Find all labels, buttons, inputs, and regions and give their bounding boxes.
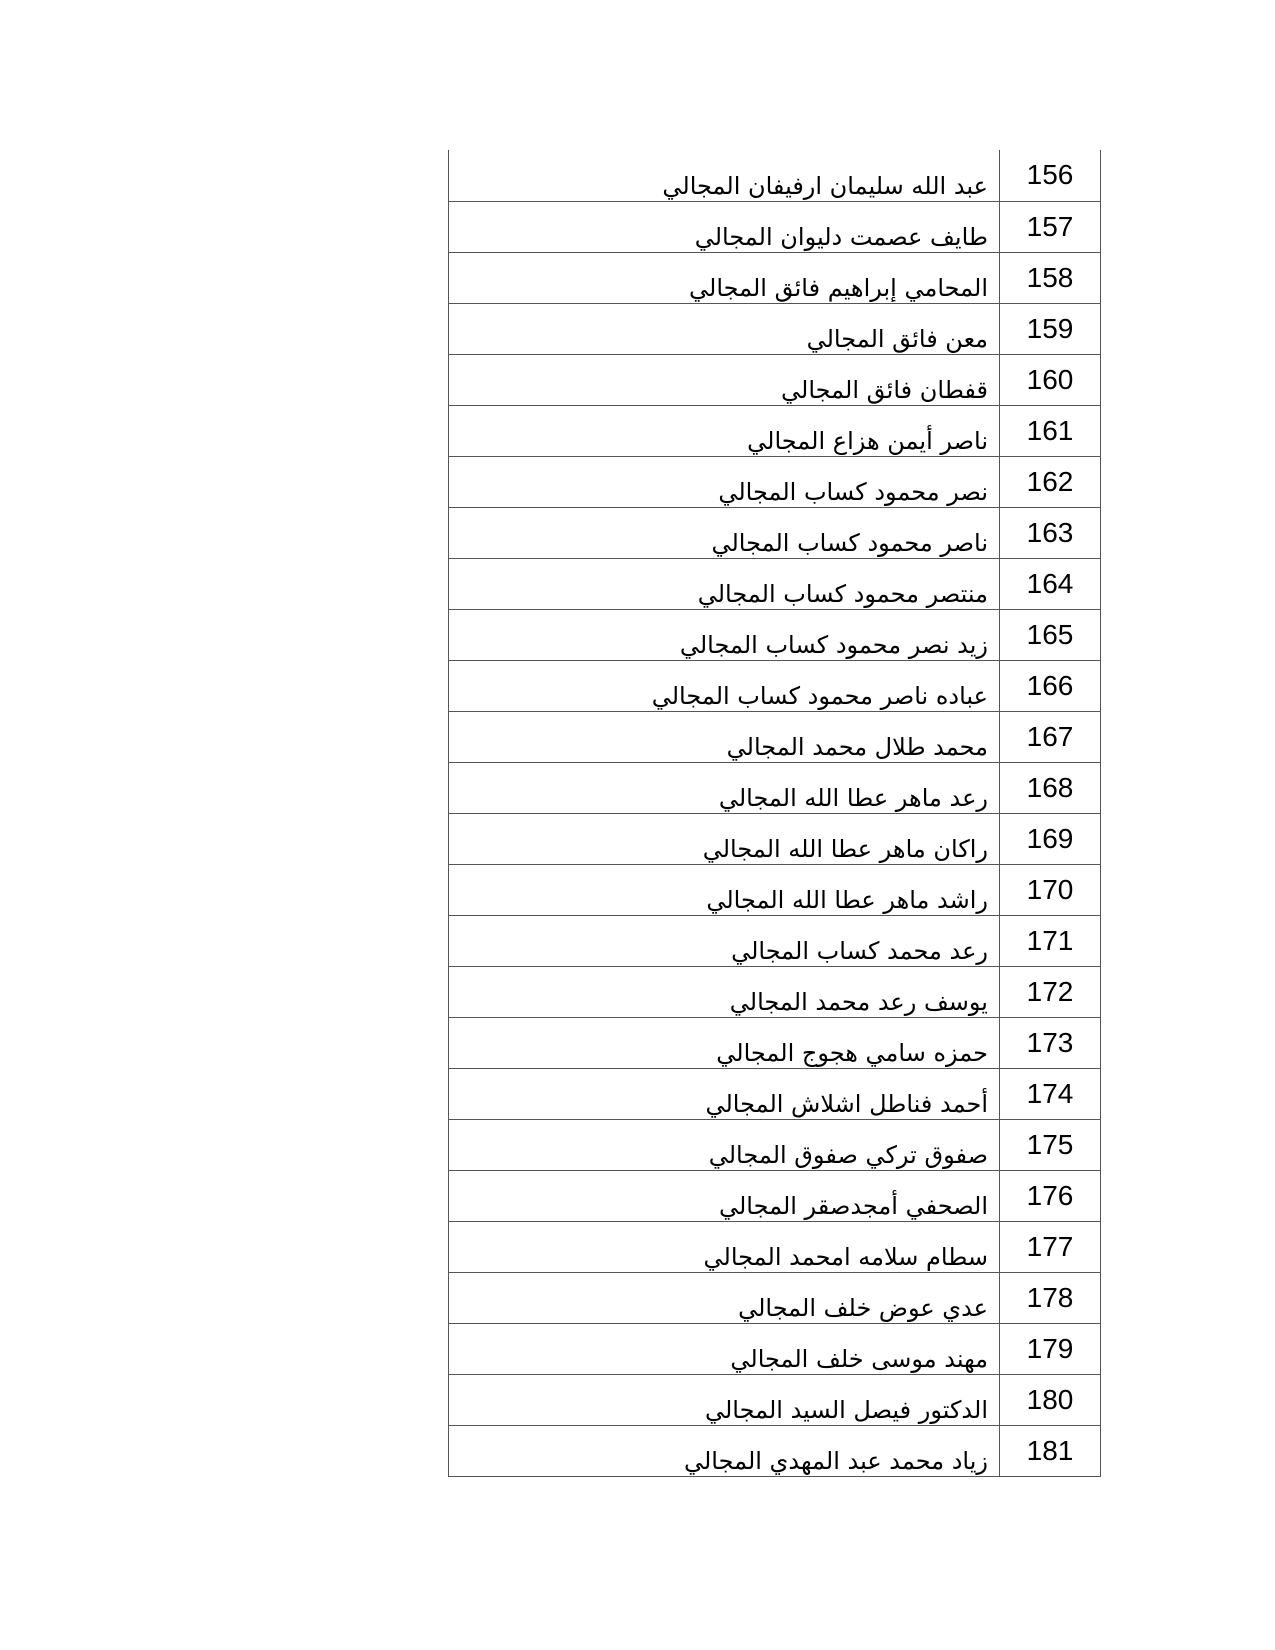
name-cell: الصحفي أمجدصقر المجالي bbox=[449, 1170, 1000, 1221]
table-row bbox=[449, 354, 1101, 405]
name-cell: زياد محمد عبد المهدي المجالي bbox=[449, 1425, 1000, 1476]
names-table bbox=[448, 150, 1101, 1477]
table-row bbox=[449, 252, 1101, 303]
row-number-cell: 181 bbox=[1000, 1425, 1101, 1476]
row-number-cell: 156 bbox=[1000, 150, 1101, 201]
name-cell: أحمد فناطل اشلاش المجالي bbox=[449, 1068, 1000, 1119]
table-row bbox=[449, 1374, 1101, 1425]
row-number-cell: 173 bbox=[1000, 1017, 1101, 1068]
table-row bbox=[449, 1323, 1101, 1374]
name-cell: عبد الله سليمان ارفيفان المجالي bbox=[449, 150, 1000, 201]
table-row bbox=[449, 1425, 1101, 1476]
name-cell: رعد محمد كساب المجالي bbox=[449, 915, 1000, 966]
name-cell: نصر محمود كساب المجالي bbox=[449, 456, 1000, 507]
table-row bbox=[449, 405, 1101, 456]
name-cell: عباده ناصر محمود كساب المجالي bbox=[449, 660, 1000, 711]
name-cell: مهند موسى خلف المجالي bbox=[449, 1323, 1000, 1374]
name-cell: صفوق تركي صفوق المجالي bbox=[449, 1119, 1000, 1170]
row-number-cell: 165 bbox=[1000, 609, 1101, 660]
table-row bbox=[449, 813, 1101, 864]
row-number-cell: 157 bbox=[1000, 201, 1101, 252]
name-cell: محمد طلال محمد المجالي bbox=[449, 711, 1000, 762]
row-number-cell: 159 bbox=[1000, 303, 1101, 354]
table-row bbox=[449, 1170, 1101, 1221]
table-row bbox=[449, 762, 1101, 813]
table-row bbox=[449, 1068, 1101, 1119]
names-table-body bbox=[449, 150, 1101, 1476]
name-cell: قفطان فائق المجالي bbox=[449, 354, 1000, 405]
table-row bbox=[449, 507, 1101, 558]
row-number-cell: 166 bbox=[1000, 660, 1101, 711]
table-row bbox=[449, 150, 1101, 201]
name-cell: طايف عصمت دليوان المجالي bbox=[449, 201, 1000, 252]
row-number-cell: 175 bbox=[1000, 1119, 1101, 1170]
name-cell: رعد ماهر عطا الله المجالي bbox=[449, 762, 1000, 813]
row-number-cell: 163 bbox=[1000, 507, 1101, 558]
name-cell: ناصر محمود كساب المجالي bbox=[449, 507, 1000, 558]
row-number-cell: 167 bbox=[1000, 711, 1101, 762]
name-cell: يوسف رعد محمد المجالي bbox=[449, 966, 1000, 1017]
row-number-cell: 179 bbox=[1000, 1323, 1101, 1374]
row-number-cell: 169 bbox=[1000, 813, 1101, 864]
table-row bbox=[449, 609, 1101, 660]
row-number-cell: 161 bbox=[1000, 405, 1101, 456]
name-cell: عدي عوض خلف المجالي bbox=[449, 1272, 1000, 1323]
row-number-cell: 162 bbox=[1000, 456, 1101, 507]
table-row bbox=[449, 303, 1101, 354]
table-row bbox=[449, 915, 1101, 966]
table-row bbox=[449, 966, 1101, 1017]
table-row bbox=[449, 1272, 1101, 1323]
table-row bbox=[449, 864, 1101, 915]
row-number-cell: 177 bbox=[1000, 1221, 1101, 1272]
table-row bbox=[449, 1017, 1101, 1068]
name-cell: منتصر محمود كساب المجالي bbox=[449, 558, 1000, 609]
table-row bbox=[449, 201, 1101, 252]
table-row bbox=[449, 711, 1101, 762]
row-number-cell: 158 bbox=[1000, 252, 1101, 303]
table-row bbox=[449, 456, 1101, 507]
row-number-cell: 170 bbox=[1000, 864, 1101, 915]
row-number-cell: 171 bbox=[1000, 915, 1101, 966]
table-row bbox=[449, 660, 1101, 711]
name-cell: معن فائق المجالي bbox=[449, 303, 1000, 354]
row-number-cell: 160 bbox=[1000, 354, 1101, 405]
row-number-cell: 174 bbox=[1000, 1068, 1101, 1119]
row-number-cell: 164 bbox=[1000, 558, 1101, 609]
row-number-cell: 176 bbox=[1000, 1170, 1101, 1221]
name-cell: سطام سلامه امحمد المجالي bbox=[449, 1221, 1000, 1272]
name-cell: ناصر أيمن هزاع المجالي bbox=[449, 405, 1000, 456]
table-row bbox=[449, 558, 1101, 609]
name-cell: راكان ماهر عطا الله المجالي bbox=[449, 813, 1000, 864]
name-cell: المحامي إبراهيم فائق المجالي bbox=[449, 252, 1000, 303]
name-cell: حمزه سامي هجوج المجالي bbox=[449, 1017, 1000, 1068]
name-cell: راشد ماهر عطا الله المجالي bbox=[449, 864, 1000, 915]
row-number-cell: 180 bbox=[1000, 1374, 1101, 1425]
name-cell: الدكتور فيصل السيد المجالي bbox=[449, 1374, 1000, 1425]
row-number-cell: 172 bbox=[1000, 966, 1101, 1017]
table-row bbox=[449, 1221, 1101, 1272]
name-cell: زيد نصر محمود كساب المجالي bbox=[449, 609, 1000, 660]
row-number-cell: 178 bbox=[1000, 1272, 1101, 1323]
table-row bbox=[449, 1119, 1101, 1170]
row-number-cell: 168 bbox=[1000, 762, 1101, 813]
